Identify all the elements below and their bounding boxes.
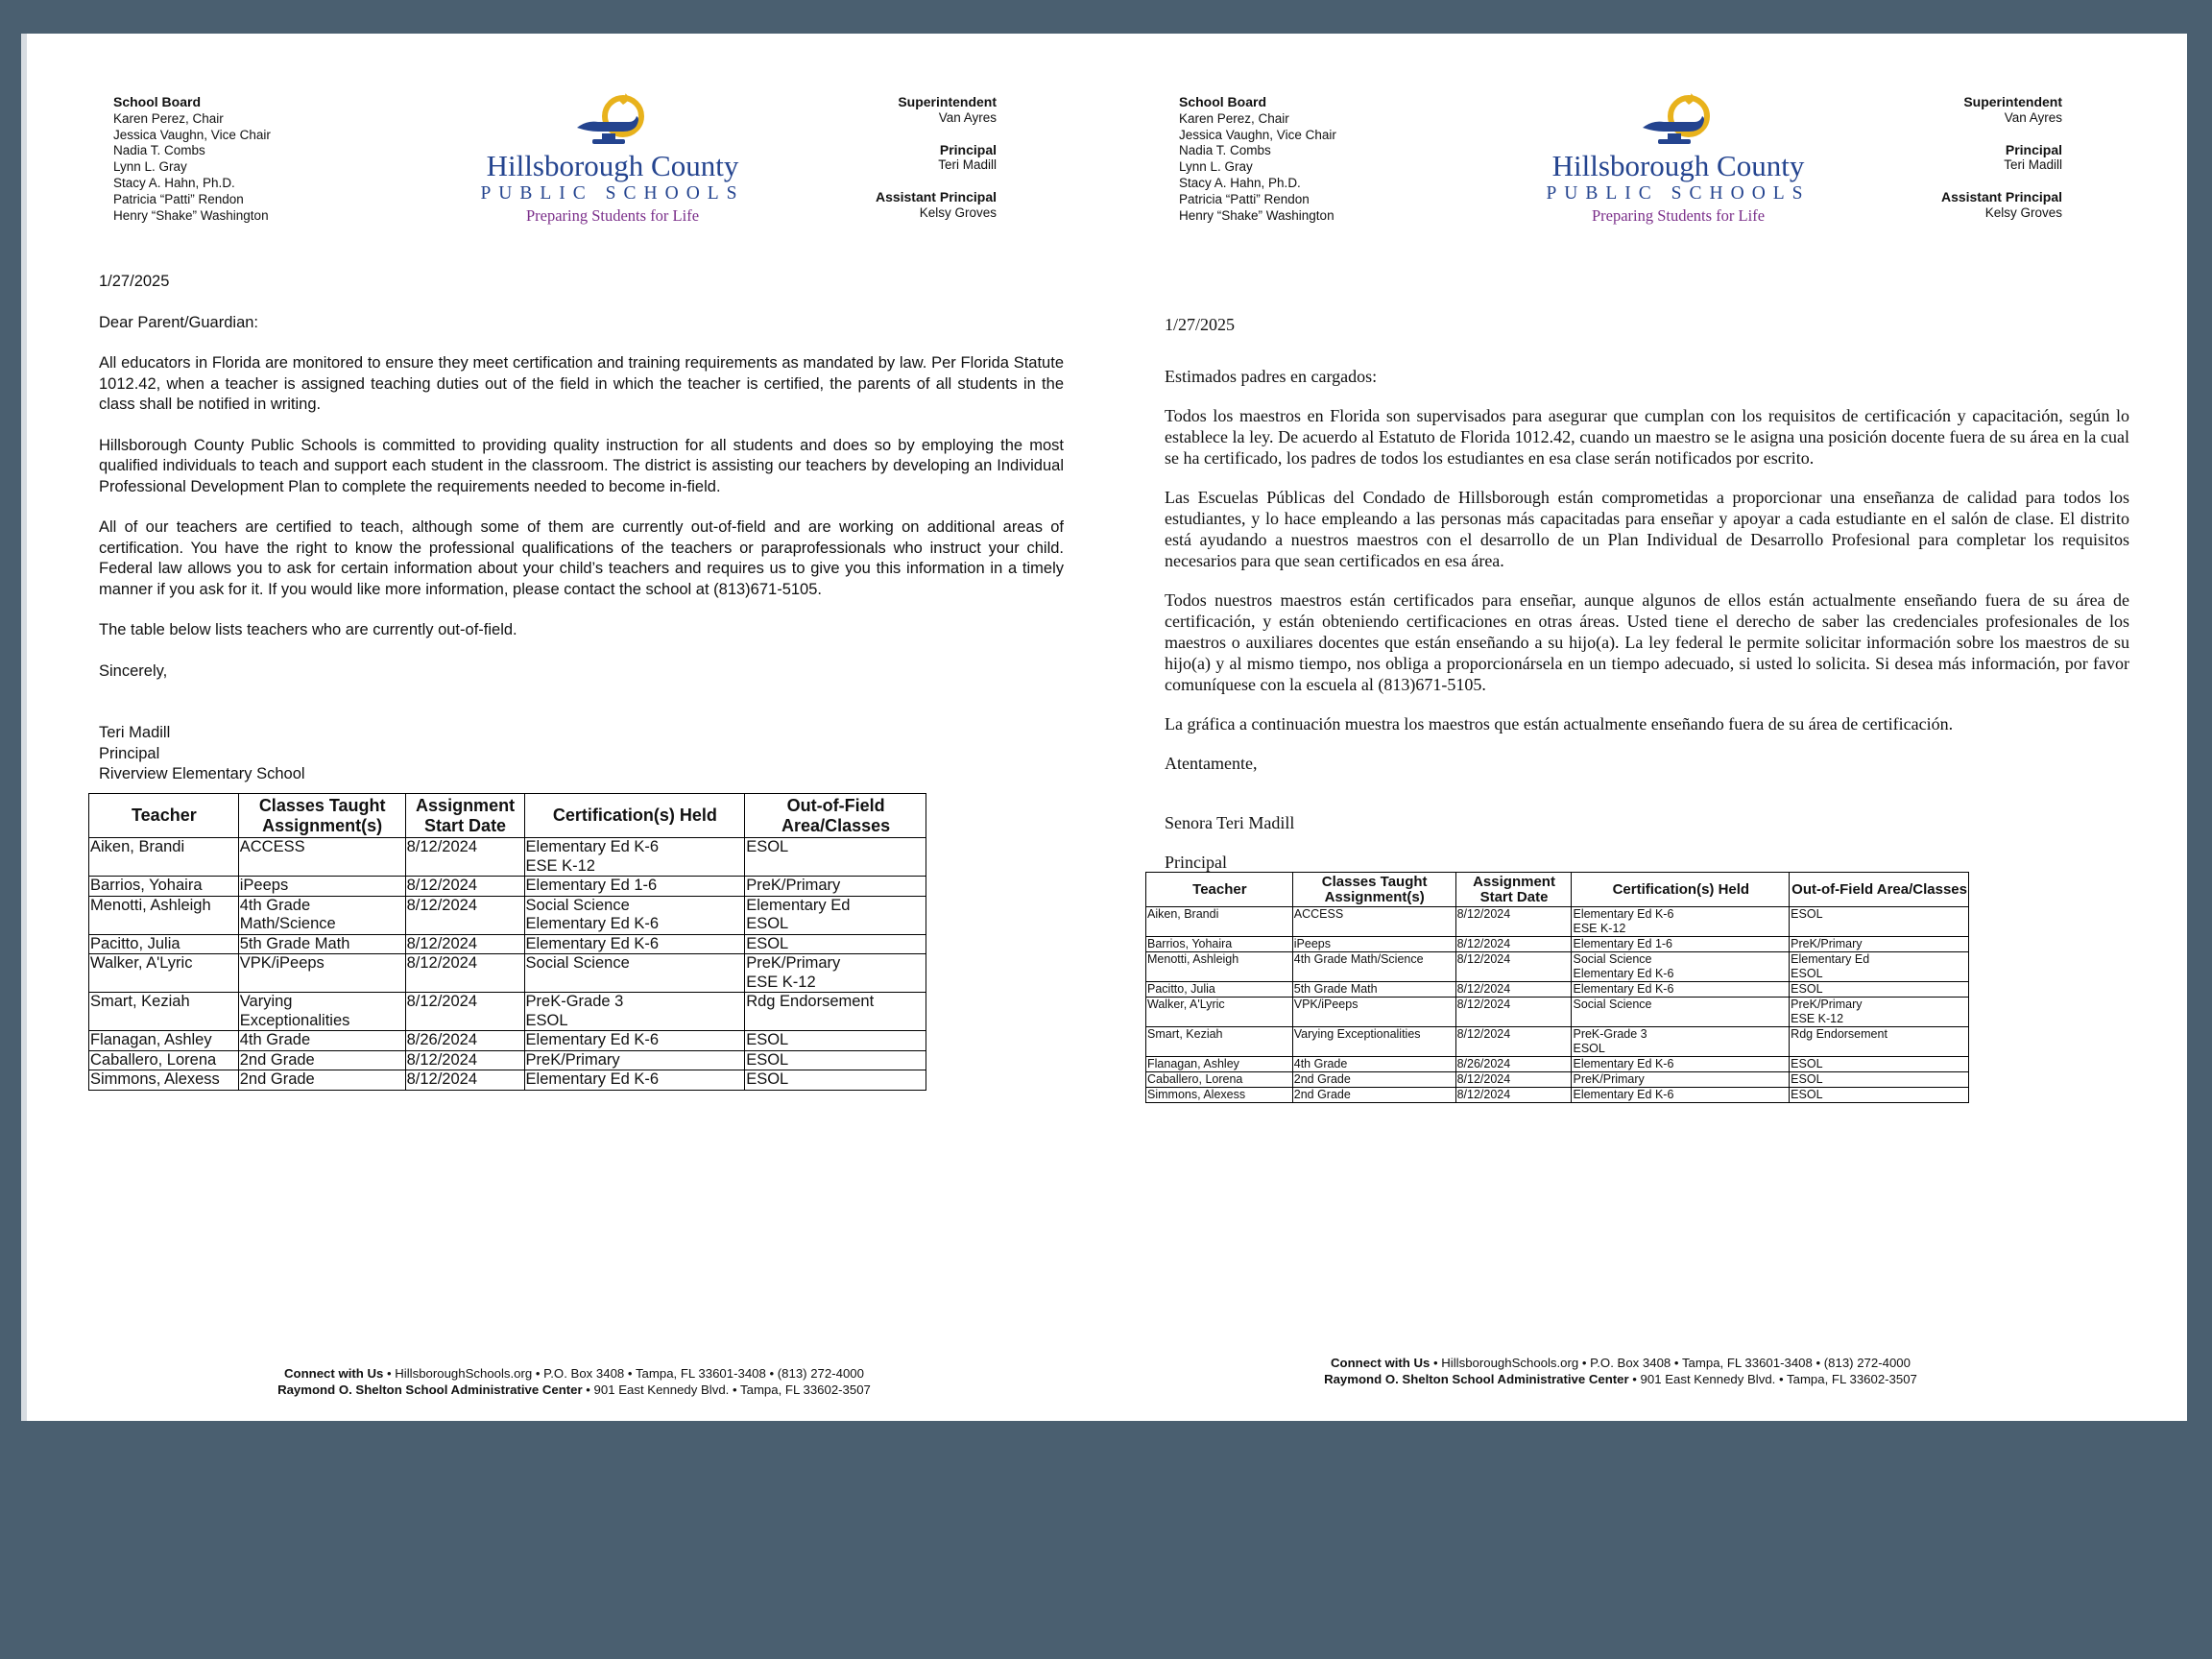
certification-cell: Social Science (1572, 998, 1790, 1027)
start-date-cell: 8/12/2024 (1455, 937, 1572, 952)
signature-title: Principal (99, 744, 160, 762)
teacher-cell: Aiken, Brandi (89, 838, 239, 877)
table-header-teacher: Teacher (1146, 873, 1293, 907)
signature-school: Riverview Elementary School (99, 765, 305, 782)
letter-greeting: Dear Parent/Guardian: (99, 313, 259, 331)
letter-closing: Atentamente, (1165, 754, 1258, 773)
board-member: Nadia T. Combs (113, 143, 205, 158)
table-row (1146, 1088, 1969, 1103)
classes-cell: VPK/iPeeps (238, 954, 405, 993)
letter-date: 1/27/2025 (99, 273, 170, 290)
signature-name: Teri Madill (99, 724, 171, 741)
footer-connect-label: Connect with Us (284, 1366, 384, 1381)
certification-cell: Elementary Ed K-6 (524, 1031, 745, 1051)
table-row (1146, 1027, 1969, 1057)
letter-footer (180, 1365, 968, 1398)
teacher-cell: Smart, Keziah (89, 993, 239, 1031)
footer-connect-label: Connect with Us (1331, 1356, 1431, 1370)
certification-cell: Social Science (524, 954, 745, 993)
footer-center-text: • 901 East Kennedy Blvd. • Tampa, FL 33602-3507 (582, 1382, 871, 1397)
classes-cell: 4th Grade (1292, 1057, 1455, 1072)
out-of-field-cell: ESOL (745, 934, 926, 954)
classes-cell: iPeeps (238, 877, 405, 897)
document-sheet (27, 34, 2187, 1421)
district-logo (440, 93, 785, 225)
table-row (1146, 998, 1969, 1027)
out-of-field-cell: Elementary Ed ESOL (745, 896, 926, 934)
board-member: Jessica Vaughn, Vice Chair (1179, 127, 1336, 142)
certification-cell: PreK-Grade 3 ESOL (524, 993, 745, 1031)
certification-cell: Elementary Ed K-6 (1572, 982, 1790, 998)
out-of-field-cell: Rdg Endorsement (745, 993, 926, 1031)
letter-paragraph: Todos los maestros en Florida son supervisados para asegurar que cumplan con los requisitos de certificación y capacitación, según lo establece la ley. De acuerdo al Estatuto de Florida 1012.42, cuando un maestro se le asigna una posición docente fuera de su área en la cual se ha certificado, los padres de todos los estudiantes en esa clase serán notificados por escrito. (1165, 406, 2129, 468)
letter-footer (1227, 1355, 2014, 1387)
letter-paragraph: Todos nuestros maestros están certificados para enseñar, aunque algunos de ellos están actualmente enseñando fuera de su área de certificación, y están obteniendo certificaciones en otras áreas. Usted tiene el derecho de saber las credenciales profesionales de los maestros o auxiliares docentes que están enseñando a su hijo(a). La ley federal le permite solicitar información sobre los maestros de su hijo(a) y al mismo tiempo, nos obliga a proporcionársela en un tiempo adecuado, si usted lo solicita. Si desea más información, por favor comuníquese con la escuela al (813)671-5105. (1165, 590, 2129, 694)
board-member: Patricia “Patti” Rendon (1179, 191, 1310, 206)
teacher-cell: Barrios, Yohaira (1146, 937, 1293, 952)
principal-title: Principal (2005, 141, 2062, 157)
lamp-of-learning-icon (560, 93, 665, 151)
start-date-cell: 8/12/2024 (405, 1050, 524, 1070)
table-header-start-date: Assignment Start Date (1455, 873, 1572, 907)
principal-title: Principal (939, 141, 997, 157)
table-row (89, 934, 926, 954)
out-of-field-cell: ESOL (1790, 982, 1969, 998)
letter-paragraph: Hillsborough County Public Schools is committed to providing quality instruction for all students and does so by employing the most qualified individuals to teach and support each student in the classroom. The district is assisting our teachers by developing an Individual Professional Development Plan to complete the requirements needed to become in-field. (99, 436, 1064, 495)
table-header-teacher: Teacher (89, 794, 239, 838)
teacher-cell: Simmons, Alexess (1146, 1088, 1293, 1103)
teacher-cell: Pacitto, Julia (1146, 982, 1293, 998)
board-member: Patricia “Patti” Rendon (113, 191, 244, 206)
table-header-row (89, 794, 926, 838)
letter-paragraph: The table below lists teachers who are currently out-of-field. (99, 621, 517, 638)
out-of-field-cell: ESOL (745, 1070, 926, 1091)
table-row (89, 993, 926, 1031)
administration-list (1941, 94, 2062, 222)
certification-cell: Elementary Ed 1-6 (524, 877, 745, 897)
certification-cell: Elementary Ed K-6 (524, 1070, 745, 1091)
table-header-out-of-field: Out-of-Field Area/Classes (1790, 873, 1969, 907)
out-of-field-cell: Rdg Endorsement (1790, 1027, 1969, 1057)
start-date-cell: 8/12/2024 (1455, 998, 1572, 1027)
start-date-cell: 8/12/2024 (1455, 982, 1572, 998)
teacher-cell: Aiken, Brandi (1146, 907, 1293, 937)
board-member: Henry “Shake” Washington (113, 207, 269, 223)
signature-title: Principal (1165, 853, 1227, 872)
start-date-cell: 8/12/2024 (1455, 952, 1572, 982)
teacher-cell: Caballero, Lorena (1146, 1072, 1293, 1088)
certification-cell: Elementary Ed K-6 ESE K-12 (1572, 907, 1790, 937)
assistant-principal-title: Assistant Principal (875, 189, 997, 205)
classes-cell: Varying Exceptionalities (1292, 1027, 1455, 1057)
out-of-field-cell: PreK/Primary ESE K-12 (745, 954, 926, 993)
board-member: Lynn L. Gray (113, 159, 187, 175)
school-board-title: School Board (1179, 94, 1267, 109)
teacher-cell: Walker, A'Lyric (1146, 998, 1293, 1027)
logo-name: Hillsborough County (1551, 149, 1805, 182)
table-row (1146, 982, 1969, 998)
teacher-cell: Menotti, Ashleigh (1146, 952, 1293, 982)
start-date-cell: 8/12/2024 (405, 954, 524, 993)
certification-cell: PreK/Primary (524, 1050, 745, 1070)
classes-cell: 5th Grade Math (1292, 982, 1455, 998)
logo-tagline: Preparing Students for Life (525, 206, 700, 225)
principal-name: Teri Madill (2004, 157, 2062, 173)
classes-cell: 4th Grade (238, 1031, 405, 1051)
classes-cell: 2nd Grade (238, 1050, 405, 1070)
footer-connect-text: • HillsboroughSchools.org • P.O. Box 3408 • Tampa, FL 33601-3408 • (813) 272-4000 (1430, 1356, 1911, 1370)
table-row (1146, 1057, 1969, 1072)
table-header-classes: Classes Taught Assignment(s) (238, 794, 405, 838)
board-member: Henry “Shake” Washington (1179, 207, 1334, 223)
out-of-field-cell: Elementary Ed ESOL (1790, 952, 1969, 982)
table-row (89, 877, 926, 897)
board-member: Lynn L. Gray (1179, 159, 1253, 175)
board-member: Stacy A. Hahn, Ph.D. (113, 175, 235, 190)
classes-cell: Varying Exceptionalities (238, 993, 405, 1031)
board-member: Karen Perez, Chair (113, 110, 224, 126)
out-of-field-cell: ESOL (745, 1050, 926, 1070)
letter-closing: Sincerely, (99, 661, 168, 680)
table-header-out-of-field: Out-of-Field Area/Classes (745, 794, 926, 838)
board-member: Karen Perez, Chair (1179, 110, 1289, 126)
out-of-field-table-english (88, 793, 926, 1091)
start-date-cell: 8/12/2024 (405, 838, 524, 877)
logo-subtitle: PUBLIC SCHOOLS (1546, 183, 1811, 204)
teacher-cell: Flanagan, Ashley (1146, 1057, 1293, 1072)
administration-list (876, 94, 997, 222)
table-row (89, 1070, 926, 1091)
certification-cell: Elementary Ed K-6 ESE K-12 (524, 838, 745, 877)
out-of-field-cell: ESOL (1790, 907, 1969, 937)
start-date-cell: 8/26/2024 (1455, 1057, 1572, 1072)
superintendent-title: Superintendent (1963, 94, 2062, 109)
table-header-classes: Classes Taught Assignment(s) (1292, 873, 1455, 907)
table-row (1146, 937, 1969, 952)
table-row (89, 1050, 926, 1070)
letter-paragraph: All educators in Florida are monitored to ensure they meet certification and training requirements as mandated by law. Per Florida Statute 1012.42, when a teacher is assigned teaching duties out of the field in which the teacher is certified, the parents of all students in the class shall be notified in writing. (99, 354, 1064, 413)
certification-cell: Elementary Ed K-6 (524, 934, 745, 954)
lamp-of-learning-icon (1625, 93, 1731, 151)
board-member: Stacy A. Hahn, Ph.D. (1179, 175, 1301, 190)
principal-name: Teri Madill (938, 157, 997, 173)
out-of-field-cell: ESOL (745, 1031, 926, 1051)
classes-cell: iPeeps (1292, 937, 1455, 952)
letter-page-english (27, 34, 1088, 1421)
table-row (1146, 952, 1969, 982)
start-date-cell: 8/12/2024 (405, 877, 524, 897)
out-of-field-cell: PreK/Primary (1790, 937, 1969, 952)
letter-body-english (99, 272, 1064, 785)
teacher-cell: Walker, A'Lyric (89, 954, 239, 993)
letter-greeting: Estimados padres en cargados: (1165, 367, 1378, 386)
school-board-title: School Board (113, 94, 202, 109)
table-row (89, 954, 926, 993)
out-of-field-cell: PreK/Primary (745, 877, 926, 897)
certification-cell: Elementary Ed K-6 (1572, 1088, 1790, 1103)
logo-subtitle: PUBLIC SCHOOLS (480, 183, 745, 204)
teacher-cell: Flanagan, Ashley (89, 1031, 239, 1051)
table-row (1146, 1072, 1969, 1088)
signature-name: Senora Teri Madill (1165, 813, 1295, 832)
classes-cell: 2nd Grade (238, 1070, 405, 1091)
certification-cell: Social Science Elementary Ed K-6 (1572, 952, 1790, 982)
out-of-field-cell: PreK/Primary ESE K-12 (1790, 998, 1969, 1027)
classes-cell: ACCESS (1292, 907, 1455, 937)
certification-cell: Elementary Ed K-6 (1572, 1057, 1790, 1072)
classes-cell: 4th Grade Math/Science (238, 896, 405, 934)
classes-cell: VPK/iPeeps (1292, 998, 1455, 1027)
certification-cell: Social Science Elementary Ed K-6 (524, 896, 745, 934)
letter-paragraph: Las Escuelas Públicas del Condado de Hillsborough están comprometidas a proporcionar una enseñanza de calidad para todos los estudiantes, y lo hace empleando a las personas más capacitadas para enseñar y apoyar a cada estudiante en el salón de clase. El distrito está ayudando a nuestros maestros con el desarrollo de un Plan Individual de Desarrollo Profesional para completar los requisitos necesarios para que sean certificados en esa área. (1165, 488, 2129, 570)
start-date-cell: 8/26/2024 (405, 1031, 524, 1051)
teacher-cell: Smart, Keziah (1146, 1027, 1293, 1057)
start-date-cell: 8/12/2024 (405, 993, 524, 1031)
teacher-cell: Menotti, Ashleigh (89, 896, 239, 934)
assistant-principal-title: Assistant Principal (1940, 189, 2062, 205)
board-member: Nadia T. Combs (1179, 143, 1271, 158)
footer-center-label: Raymond O. Shelton School Administrative Center (1324, 1372, 1629, 1386)
table-header-certification: Certification(s) Held (1572, 873, 1790, 907)
letter-date: 1/27/2025 (1165, 315, 1236, 334)
board-member: Jessica Vaughn, Vice Chair (113, 127, 271, 142)
superintendent-title: Superintendent (898, 94, 997, 109)
assistant-principal-name: Kelsy Groves (919, 204, 997, 220)
certification-cell: Elementary Ed 1-6 (1572, 937, 1790, 952)
out-of-field-cell: ESOL (1790, 1088, 1969, 1103)
start-date-cell: 8/12/2024 (405, 934, 524, 954)
certification-cell: PreK/Primary (1572, 1072, 1790, 1088)
table-row (89, 896, 926, 934)
table-header-certification: Certification(s) Held (524, 794, 745, 838)
footer-center-text: • 901 East Kennedy Blvd. • Tampa, FL 33602-3507 (1628, 1372, 1917, 1386)
teacher-cell: Barrios, Yohaira (89, 877, 239, 897)
table-row (89, 1031, 926, 1051)
table-row (1146, 907, 1969, 937)
assistant-principal-name: Kelsy Groves (1984, 204, 2062, 220)
letter-body-spanish (1165, 314, 2129, 873)
classes-cell: 2nd Grade (1292, 1072, 1455, 1088)
start-date-cell: 8/12/2024 (1455, 1072, 1572, 1088)
start-date-cell: 8/12/2024 (405, 1070, 524, 1091)
teacher-cell: Caballero, Lorena (89, 1050, 239, 1070)
district-logo (1505, 93, 1851, 225)
table-header-start-date: Assignment Start Date (405, 794, 524, 838)
out-of-field-cell: ESOL (1790, 1072, 1969, 1088)
start-date-cell: 8/12/2024 (1455, 1088, 1572, 1103)
table-header-row (1146, 873, 1969, 907)
start-date-cell: 8/12/2024 (1455, 907, 1572, 937)
letter-paragraph: All of our teachers are certified to teach, although some of them are currently out-of-field and are working on additional areas of certification. You have the right to know the professional qualifications of the teachers or paraprofessionals who instruct your child. Federal law allows you to ask for certain information about your child’s teachers and requires us to give you this information in a timely manner if you ask for it. If you would like more information, please contact the school at (813)671-5105. (99, 518, 1064, 598)
footer-center-label: Raymond O. Shelton School Administrative Center (277, 1382, 583, 1397)
start-date-cell: 8/12/2024 (405, 896, 524, 934)
classes-cell: 4th Grade Math/Science (1292, 952, 1455, 982)
out-of-field-table-spanish (1145, 872, 1969, 1103)
logo-name: Hillsborough County (486, 149, 739, 182)
classes-cell: ACCESS (238, 838, 405, 877)
teacher-cell: Simmons, Alexess (89, 1070, 239, 1091)
school-board-list (1179, 94, 1336, 224)
superintendent-name: Van Ayres (938, 109, 997, 125)
school-board-list (113, 94, 271, 224)
logo-tagline: Preparing Students for Life (1591, 206, 1766, 225)
table-row (89, 838, 926, 877)
letter-page-spanish (1093, 34, 2153, 1421)
footer-connect-text: • HillsboroughSchools.org • P.O. Box 3408 • Tampa, FL 33601-3408 • (813) 272-4000 (383, 1366, 864, 1381)
classes-cell: 2nd Grade (1292, 1088, 1455, 1103)
teacher-cell: Pacitto, Julia (89, 934, 239, 954)
out-of-field-cell: ESOL (745, 838, 926, 877)
superintendent-name: Van Ayres (2004, 109, 2062, 125)
letter-paragraph: La gráfica a continuación muestra los maestros que están actualmente enseñando fuera de su área de certificación. (1165, 714, 1954, 733)
classes-cell: 5th Grade Math (238, 934, 405, 954)
out-of-field-cell: ESOL (1790, 1057, 1969, 1072)
start-date-cell: 8/12/2024 (1455, 1027, 1572, 1057)
certification-cell: PreK-Grade 3 ESOL (1572, 1027, 1790, 1057)
